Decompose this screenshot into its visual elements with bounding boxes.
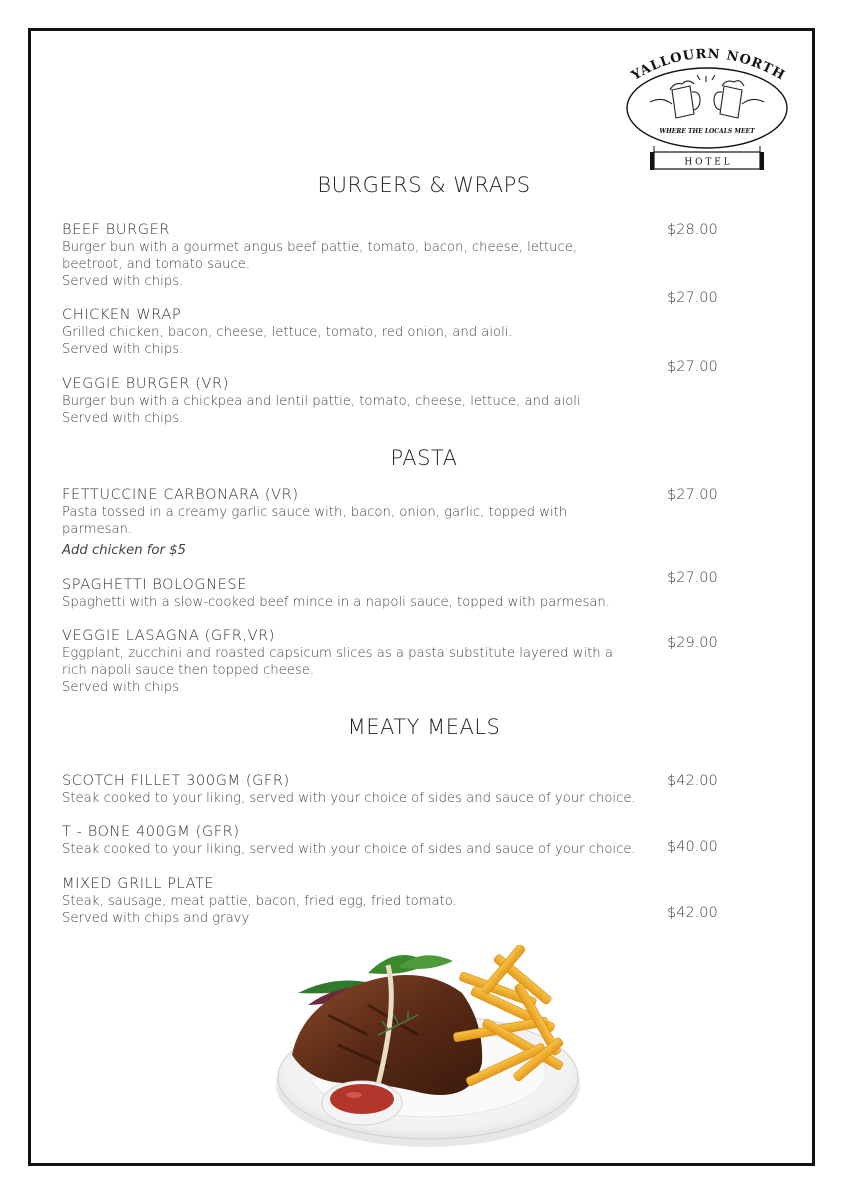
item-name: VEGGIE LASAGNA (GFR,VR) [62,628,276,644]
item-price: $27.00 [667,359,718,375]
item-name: SPAGHETTI BOLOGNESE [62,577,247,593]
item-name: SCOTCH FILLET 300GM (GFR) [62,773,290,789]
item-desc-line: Served with chips. [62,342,184,357]
section-title-pasta: PASTA [390,446,458,470]
menu-item-veggie-lasagna [62,628,652,696]
item-price: $27.00 [667,487,718,503]
menu-item-chicken-wrap [62,307,652,358]
item-name: FETTUCCINE CARBONARA (VR) [62,487,299,503]
item-desc-line: Pasta tossed in a creamy garlic sauce with, bacon, onion, garlic, topped with [62,505,568,520]
item-desc-line: Steak cooked to your liking, served with your choice of sides and sauce of your choice. [62,791,636,806]
item-desc-line: Grilled chicken, bacon, cheese, lettuce, tomato, red onion, and aioli. [62,325,513,340]
item-desc-line: Burger bun with a chickpea and lentil pattie, tomato, cheese, lettuce, and aioli [62,394,581,409]
item-note: Add chicken for $5 [62,543,186,558]
item-desc-line: Served with chips. [62,411,184,426]
beer-mugs-icon [650,75,764,118]
item-price: $42.00 [667,905,718,921]
item-name: T - BONE 400GM (GFR) [62,824,240,840]
item-price: $29.00 [667,635,718,651]
item-desc-line: beetroot, and tomato sauce. [62,257,251,272]
item-desc-line: Served with chips. [62,274,184,289]
item-price: $40.00 [667,839,718,855]
steak-plate-image [268,945,598,1155]
logo-tagline: WHERE THE LOCALS MEET [659,128,755,135]
item-price: $27.00 [667,570,718,586]
item-desc-line: Steak, sausage, meat pattie, bacon, fried egg, fried tomato. [62,894,457,909]
item-name: CHICKEN WRAP [62,307,182,323]
item-desc-line: parmesan. [62,522,133,537]
item-price: $42.00 [667,773,718,789]
item-desc-line: Burger bun with a gourmet angus beef pattie, tomato, bacon, cheese, lettuce, [62,240,578,255]
item-desc-line: Served with chips and gravy [62,911,250,926]
menu-item-t-bone [62,824,652,858]
item-desc-line: Spaghetti with a slow-cooked beef mince in a napoli sauce, topped with parmesan. [62,595,610,610]
item-desc-line: Eggplant, zucchini and roasted capsicum slices as a pasta substitute layered with a [62,646,613,661]
menu-item-beef-burger [62,222,652,290]
menu-item-scotch-fillet [62,773,652,807]
item-desc-line: Steak cooked to your liking, served with your choice of sides and sauce of your choice. [62,842,636,857]
section-title-meaty-meals: MEATY MEALS [347,715,501,739]
item-name: MIXED GRILL PLATE [62,876,215,892]
section-title-burgers: BURGERS & WRAPS [317,173,531,197]
logo-name-text: YALLOURN NORTH [629,46,788,84]
item-price: $27.00 [667,290,718,306]
menu-item-veggie-burger [62,376,652,427]
hotel-logo [620,40,795,175]
logo-sign-text: H O T E L [684,157,730,168]
menu-item-mixed-grill-plate [62,876,652,927]
item-price: $28.00 [667,222,718,238]
menu-item-spaghetti-bolognese [62,577,652,611]
item-name: BEEF BURGER [62,222,171,238]
item-desc-line: rich napoli sauce then topped cheese. [62,663,315,678]
item-name: VEGGIE BURGER (VR) [62,376,229,392]
item-desc-line: Served with chips [62,680,180,695]
menu-item-fettuccine-carbonara [62,487,652,559]
